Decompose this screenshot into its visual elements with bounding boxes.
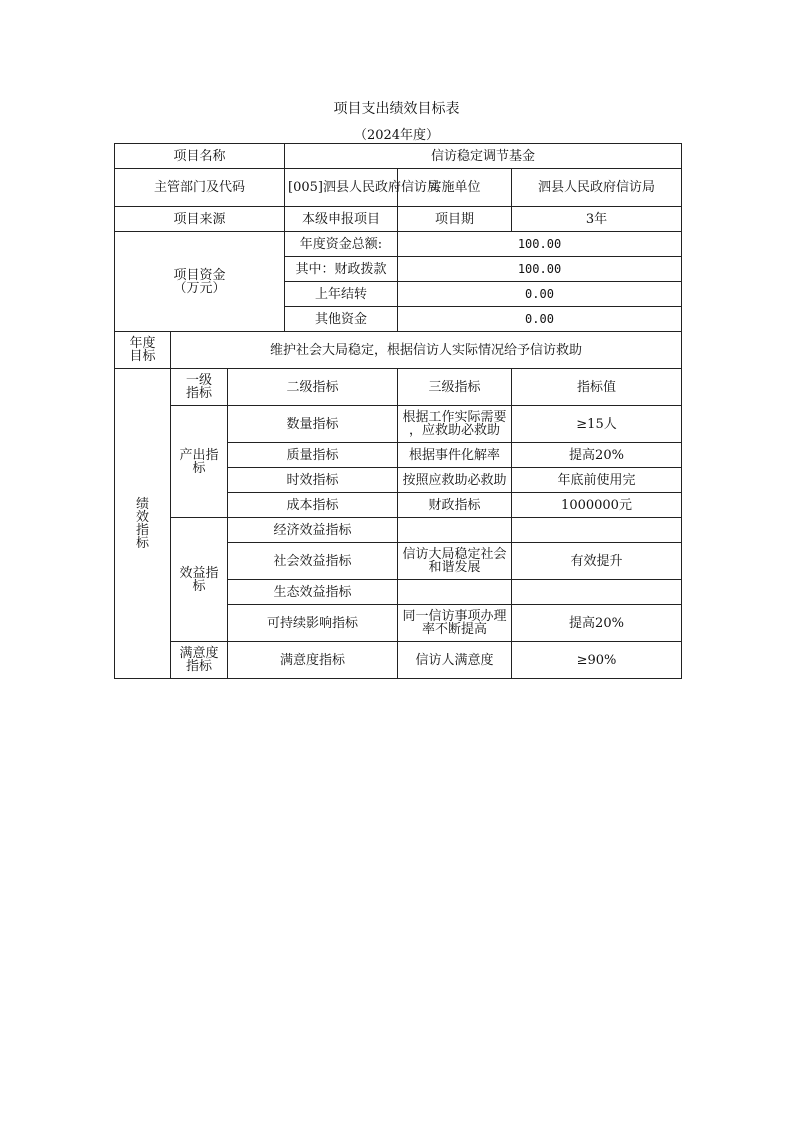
benefit-level2: 生态效益指标 (228, 580, 398, 605)
output-level2: 时效指标 (228, 468, 398, 493)
impl-unit-label: 实施单位 (398, 169, 512, 207)
benefit-level3 (398, 580, 512, 605)
header-level3: 三级指标 (398, 369, 512, 406)
header-level1 (171, 369, 228, 406)
funds-fiscal-value: 100.00 (398, 257, 682, 282)
funds-fiscal-label: 其中：财政拨款 (285, 257, 398, 282)
benefit-value: 提高20% (512, 605, 682, 642)
output-level2: 质量指标 (228, 443, 398, 468)
period-value: 3年 (512, 207, 682, 232)
table-row (115, 642, 682, 679)
funds-carryover-value: 0.00 (398, 282, 682, 307)
output-value: 1000000元 (512, 493, 682, 518)
output-level3 (398, 406, 512, 443)
project-name-label: 项目名称 (115, 144, 285, 169)
performance-target-table (114, 143, 682, 679)
source-label: 项目来源 (115, 207, 285, 232)
header-level1-line1: 一级 (185, 373, 212, 388)
output-label-line2: 标 (192, 460, 206, 476)
funds-other-label: 其他资金 (285, 307, 398, 332)
goal-text: 维护社会大局稳定，根据信访人实际情况给予信访救助 (171, 332, 682, 369)
benefit-indicator-label (171, 518, 228, 642)
goal-label (115, 332, 171, 369)
indicators-label-char: 绩 (135, 496, 149, 512)
output-level3: 按照应救助必救助 (398, 468, 512, 493)
table-row (115, 406, 682, 443)
indicators-section-label (115, 369, 171, 679)
table-row (115, 207, 682, 232)
output-level3-line1: 根据工作实际需要 (402, 410, 507, 425)
output-level2: 成本指标 (228, 493, 398, 518)
output-level3: 根据事件化解率 (398, 443, 512, 468)
benefit-level3-line1: 同一信访事项办理 (402, 609, 507, 624)
output-level3-line2: ，应救助必救助 (408, 423, 500, 438)
benefit-label-line1: 效益指 (179, 565, 219, 581)
table-row (115, 518, 682, 543)
funds-label-line2: （万元） (173, 280, 226, 296)
benefit-level3-line2: 和谐发展 (428, 560, 481, 575)
impl-unit-value: 泗县人民政府信访局 (512, 169, 682, 207)
table-row (115, 144, 682, 169)
output-value: ≥15人 (512, 406, 682, 443)
output-label-line1: 产出指 (179, 447, 219, 463)
table-row (115, 332, 682, 369)
funds-total-label: 年度资金总额: (285, 232, 398, 257)
indicators-label-char: 效 (135, 509, 149, 525)
table-year: （2024年度） (353, 128, 440, 143)
goal-label-line1: 年度 (129, 336, 156, 351)
header-value: 指标值 (512, 369, 682, 406)
benefit-value: 有效提升 (512, 543, 682, 580)
satisfaction-indicator-label (171, 642, 228, 679)
table-row (115, 232, 682, 257)
table-row (115, 169, 682, 207)
funds-label-line1: 项目资金 (173, 267, 226, 283)
output-indicator-label (171, 406, 228, 518)
output-value: 提高20% (512, 443, 682, 468)
satisfaction-level2: 满意度指标 (228, 642, 398, 679)
source-value: 本级申报项目 (285, 207, 398, 232)
funds-label (115, 232, 285, 332)
funds-other-value: 0.00 (398, 307, 682, 332)
table-row (115, 369, 682, 406)
project-name-value: 信访稳定调节基金 (285, 144, 682, 169)
dept-label: 主管部门及代码 (115, 169, 285, 207)
output-value: 年底前使用完 (512, 468, 682, 493)
benefit-level3 (398, 605, 512, 642)
satisfaction-label-line1: 满意度 (179, 646, 219, 661)
satisfaction-level3: 信访人满意度 (398, 642, 512, 679)
benefit-level3-line1: 信访大局稳定社会 (402, 547, 507, 562)
benefit-level3 (398, 543, 512, 580)
benefit-level3 (398, 518, 512, 543)
benefit-value (512, 580, 682, 605)
benefit-level3-line2: 率不断提高 (421, 622, 487, 637)
period-label: 项目期 (398, 207, 512, 232)
output-level2: 数量指标 (228, 406, 398, 443)
benefit-level2: 经济效益指标 (228, 518, 398, 543)
header-level1-line2: 指标 (185, 386, 212, 401)
satisfaction-value: ≥90% (512, 642, 682, 679)
indicators-label-char: 标 (135, 535, 149, 551)
funds-carryover-label: 上年结转 (285, 282, 398, 307)
satisfaction-label-line2: 指标 (185, 659, 212, 674)
benefit-level2: 社会效益指标 (228, 543, 398, 580)
funds-total-value: 100.00 (398, 232, 682, 257)
header-level2: 二级指标 (228, 369, 398, 406)
goal-label-line2: 目标 (129, 349, 156, 364)
table-title: 项目支出绩效目标表 (333, 101, 460, 117)
indicators-label-char: 指 (135, 522, 149, 538)
benefit-value (512, 518, 682, 543)
output-level3: 财政指标 (398, 493, 512, 518)
benefit-label-line2: 标 (192, 578, 206, 594)
dept-value: [005]泗县人民政府信访局 (285, 169, 398, 207)
benefit-level2: 可持续影响指标 (228, 605, 398, 642)
